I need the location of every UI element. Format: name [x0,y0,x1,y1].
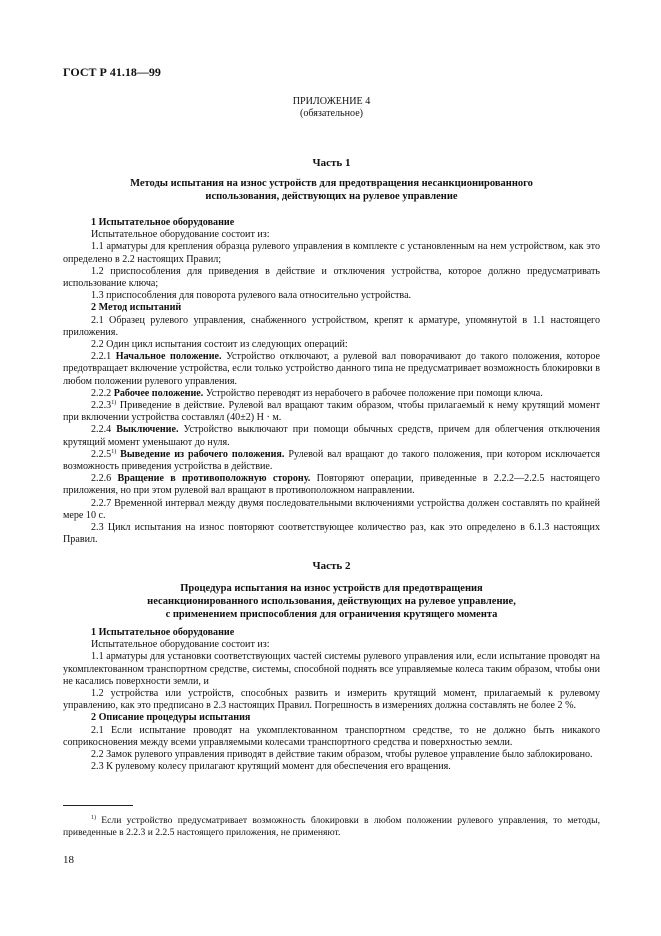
footnote-text [63,815,600,839]
part2-item-2-1: 2.1 Если испытание проводят на укомплектованном транспортном средстве, то не должно быть никакого соприкосновения между всеми управляемыми колесами транспортного средства и поверхностью земли. [63,724,600,748]
part2-body [63,627,600,773]
part1-item-2-2-3 [63,400,600,424]
part1-item-2-2-7: 2.2.7 Временной интервал между двумя последовательными включениями устройства должен составлять по крайней мере 10 с. [63,497,600,521]
appendix-status: (обязательное) [299,108,364,120]
part1-section1-heading: 1 Испытательное оборудование [91,217,235,228]
part1-item-1-2: 1.2 приспособления для приведения в действие и отключения устройства, которое должно предусматривать использование ключа; [63,265,600,290]
footnote-ref: 1) [111,448,117,455]
page-number: 18 [63,854,74,866]
item-number: 2.2.4 [91,424,112,436]
part2-title [63,582,600,621]
appendix-title: ПРИЛОЖЕНИЕ 4 [292,96,371,107]
part1-title: Методы испытания на износ устройств для предотвращения несанкционированного использования, действующих на рулевое управление [130,178,533,203]
item-term: Начальное положение. [115,351,222,363]
item-text: Устройство переводят из нерабочего в рабочее положение при помощи ключа. [205,387,543,399]
item-term: Вращение в противоположную сторону. [117,473,311,485]
part1-item-2-2-4 [63,424,600,448]
item-term: Выведение из рабочего положения. [120,448,285,460]
item-number: 2.2.6 [91,473,112,485]
item-term: Выключение. [116,424,179,436]
part1-item-2-2: 2.2 Один цикл испытания состоит из следующих операций: [91,339,348,351]
part1-label: Часть 1 [312,157,351,169]
part2-item-2-3: 2.3 К рулевому колесу прилагают крутящий момент для обеспечения его вращения. [91,761,451,773]
part2-item-1-1: 1.1 арматуры для установки соответствующих частей системы рулевого управления или, если испытание проводят на укомплектованном транспортном средстве, системы, способной поднять все управляемые колеса таким образом, чтобы они не касались поверхности земли, и [63,651,600,687]
part2-title-line: несанкционированного использования, действующих на рулевое управление, [147,596,516,608]
item-text: Повторяют операции, приведенные в 2.2.2—2.2.5 настоящего приложения, но при этом рулевой вал вращают в противоположном направлении. [63,473,600,497]
item-text: Рулевой вал вращают до такого положения, при котором исключается возможность приведения устройства в действие. [63,448,600,473]
part2-item-2-2: 2.2 Замок рулевого управления приводят в действие таким образом, чтобы рулевое управление было заблокировано. [91,749,593,761]
part1-item-2-3: 2.3 Цикл испытания на износ повторяют соответствующее количество раз, как это определено в 6.1.3 настоящих Правил. [63,522,600,546]
part1-item-2-2-2 [63,388,600,400]
item-number: 2.2.5 [91,448,112,460]
part1-item-2-2-6 [63,473,600,497]
footnote-ref: 1) [111,400,117,407]
footnote [63,815,600,839]
part2-section1-heading: 1 Испытательное оборудование [91,627,235,638]
item-number: 2.2.3 [91,400,112,412]
footnote-marker: 1) [91,815,96,821]
part1-item-1-1: 1.1 арматуры для крепления образца рулевого управления в комплекте с установленным на нем устройством, как это определено в 2.2 настоящих Правил; [63,241,600,265]
footnote-divider [63,805,133,806]
part1-section2-heading: 2 Метод испытаний [91,302,182,314]
part2-title-line: Процедура испытания на износ устройств для предотвращения [180,583,483,595]
part1-item-2-1: 2.1 Образец рулевого управления, снабженного устройством, крепят к арматуре, упомянутой в 1.1 настоящего приложения. [63,314,600,338]
part1-item-1-3: 1.3 приспособления для поворота рулевого вала относительно устройства. [91,290,412,302]
part2-heading [63,560,600,621]
appendix-heading [63,96,600,120]
footnote-body: Если устройство предусматривает возможность блокировки в любом положении рулевого управления, то методы, приведенные в 2.2.3 и 2.2.5 настоящего приложения, не применяют. [63,815,600,838]
part2-label: Часть 2 [312,560,351,572]
part2-section1-intro: Испытательное оборудование состоит из: [91,639,270,651]
item-text: Устройство выключают при помощи обычных средств, причем для облегчения отключения крутящий момент уменьшают до нуля. [63,424,600,448]
item-term: Рабочее положение. [113,387,204,399]
part1-item-2-2-5 [63,449,600,473]
item-text: Устройство отключают, а рулевой вал поворачивают до такого положения, которое предотвращает включение устройства, если только устройство данного типа не предусматривает возможность блокировки в любом положении рулевого управления. [63,351,600,387]
part1-heading [63,157,600,203]
part1-item-2-2-1 [63,351,600,388]
part2-title-line: с применением приспособления для ограничения крутящего момента [165,609,498,621]
item-number: 2.2.2 [91,387,112,399]
item-number: 2.2.1 [91,351,112,363]
part1-body [63,217,600,546]
part1-section1-intro: Испытательное оборудование состоит из: [91,229,270,241]
document-code: ГОСТ Р 41.18—99 [63,65,161,79]
part2-section2-heading: 2 Описание процедуры испытания [91,712,251,724]
item-text: Приведение в действие. Рулевой вал вращают таким образом, чтобы прилагаемый к нему крутящий момент при включении устройства составлял (40±2) Н · м. [63,400,600,424]
part2-item-1-2: 1.2 устройства или устройств, способных развить и измерить крутящий момент, прилагаемый к рулевому управлению, как это предписано в 2.3 настоящих Правил. Погрешность в измерениях должна составлять не более 2 %. [63,688,600,712]
